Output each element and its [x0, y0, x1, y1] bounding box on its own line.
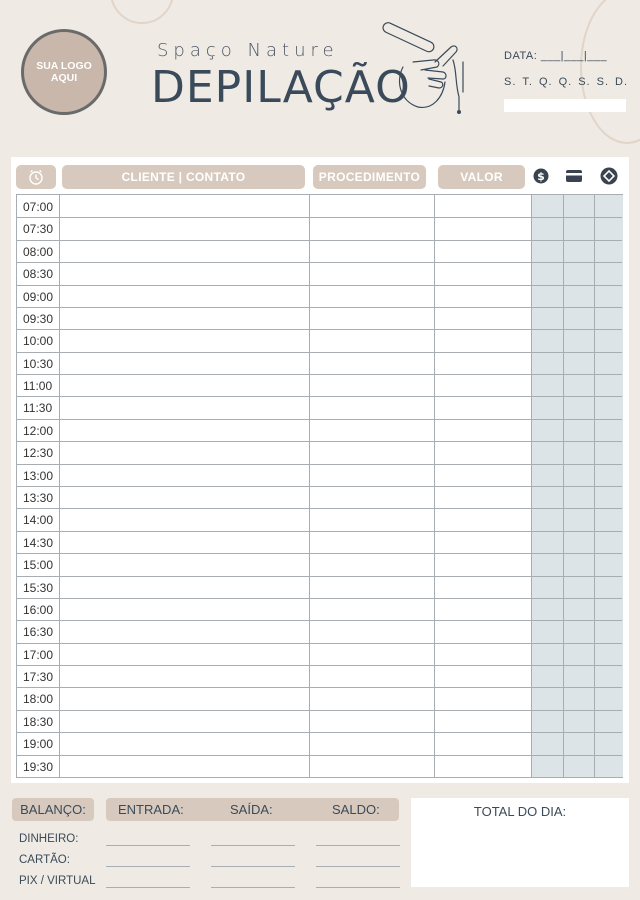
time-slot-label: 16:00	[23, 603, 54, 617]
date-write-box	[504, 99, 626, 112]
svg-text:$: $	[537, 170, 545, 183]
time-slot-label: 09:30	[23, 312, 54, 326]
grid-row-line	[17, 329, 622, 330]
brand-title: DEPILAÇÃO	[151, 62, 411, 113]
logo-text: SUA LOGO AQUI	[36, 60, 92, 84]
clock-icon	[27, 168, 45, 186]
balance-row-pix: PIX / VIRTUAL	[19, 875, 96, 887]
decor-ring	[580, 0, 640, 144]
weekday-option[interactable]: T.	[522, 76, 533, 88]
balance-header	[106, 798, 399, 821]
time-slot-label: 19:30	[23, 760, 54, 774]
grid-row-line	[17, 441, 622, 442]
grid-row-line	[17, 598, 622, 599]
time-slot-label: 13:30	[23, 491, 54, 505]
grid-row-line	[17, 732, 622, 733]
balance-row-cash: DINHEIRO:	[19, 833, 79, 845]
time-slot-label: 11:30	[23, 401, 53, 415]
daily-total-box	[411, 798, 629, 887]
grid-row-line	[17, 374, 622, 375]
balance-write-line	[316, 866, 400, 867]
grid-row-line	[17, 576, 622, 577]
weekday-option[interactable]: Q.	[538, 76, 553, 88]
client-header: CLIENTE | CONTATO	[62, 165, 305, 189]
grid-row-line	[17, 755, 622, 756]
time-slot-label: 19:00	[23, 737, 54, 751]
grid-row-line	[17, 307, 622, 308]
grid-row-line	[17, 352, 622, 353]
balance-write-line	[106, 887, 190, 888]
weekday-option[interactable]: S.	[578, 76, 591, 88]
time-slot-label: 12:00	[23, 424, 54, 438]
time-slot-label: 18:30	[23, 715, 54, 729]
dollar-icon	[532, 167, 550, 185]
brand-subtitle: Spaço Nature	[157, 40, 339, 61]
balance-write-line	[106, 866, 190, 867]
grid-row-line	[17, 665, 622, 666]
time-slot-label: 08:00	[23, 245, 54, 259]
grid-row-line	[17, 217, 622, 218]
time-slot-label: 17:00	[23, 648, 54, 662]
procedure-header: PROCEDIMENTO	[313, 165, 426, 189]
saldo-label: SALDO:	[332, 802, 380, 817]
balance-label: BALANÇO:	[12, 798, 94, 821]
time-slot-label: 10:30	[23, 357, 54, 371]
grid-row-line	[17, 240, 622, 241]
value-header: VALOR	[438, 165, 525, 189]
time-slot-label: 10:00	[23, 334, 54, 348]
date-label: DATA:	[504, 50, 538, 62]
time-slot-label: 13:00	[23, 469, 54, 483]
time-slot-label: 15:30	[23, 581, 54, 595]
grid-row-line	[17, 464, 622, 465]
logo-placeholder	[21, 29, 107, 115]
pix-icon	[600, 167, 618, 185]
grid-row-line	[17, 620, 622, 621]
grid-row-line	[17, 508, 622, 509]
time-slot-label: 15:00	[23, 558, 54, 572]
time-header	[16, 165, 56, 189]
grid-row-line	[17, 643, 622, 644]
time-slot-label: 08:30	[23, 267, 54, 281]
balance-write-line	[211, 887, 295, 888]
grid-row-line	[17, 285, 622, 286]
decor-ring	[110, 0, 174, 24]
grid-row-line	[17, 262, 622, 263]
weekday-selector	[504, 76, 628, 88]
date-blank: ___|___|___	[540, 50, 608, 62]
grid-row-line	[17, 553, 622, 554]
schedule-grid	[16, 194, 623, 778]
time-slot-label: 17:30	[23, 670, 54, 684]
grid-row-line	[17, 419, 622, 420]
entry-label: ENTRADA:	[118, 802, 184, 817]
grid-row-line	[17, 687, 622, 688]
grid-row-line	[17, 396, 622, 397]
grid-row-line	[17, 531, 622, 532]
balance-row-card: CARTÃO:	[19, 854, 70, 866]
time-slot-label: 14:00	[23, 513, 54, 527]
time-slot-label: 09:00	[23, 290, 54, 304]
balance-write-line	[106, 845, 190, 846]
exit-label: SAÍDA:	[230, 802, 273, 817]
daily-total-label: TOTAL DO DIA:	[473, 804, 567, 819]
grid-row-line	[17, 710, 622, 711]
balance-write-line	[316, 845, 400, 846]
balance-write-line	[316, 887, 400, 888]
weekday-option[interactable]: S.	[596, 76, 610, 88]
schedule-sheet	[11, 157, 629, 783]
time-slot-label: 07:30	[23, 222, 54, 236]
time-slot-label: 18:00	[23, 692, 54, 706]
time-slot-label: 11:00	[23, 379, 53, 393]
date-field	[504, 50, 607, 62]
time-slot-label: 07:00	[23, 200, 54, 214]
weekday-option[interactable]: Q.	[558, 76, 573, 88]
time-slot-label: 12:30	[23, 446, 54, 460]
wax-hand-icon	[373, 22, 473, 117]
time-slot-label: 16:30	[23, 625, 54, 639]
time-slot-label: 14:30	[23, 536, 54, 550]
grid-row-line	[17, 486, 622, 487]
weekday-option[interactable]: D.	[615, 76, 629, 88]
card-icon	[565, 167, 583, 185]
balance-write-line	[211, 845, 295, 846]
weekday-option[interactable]: S.	[504, 76, 517, 88]
balance-write-line	[211, 866, 295, 867]
